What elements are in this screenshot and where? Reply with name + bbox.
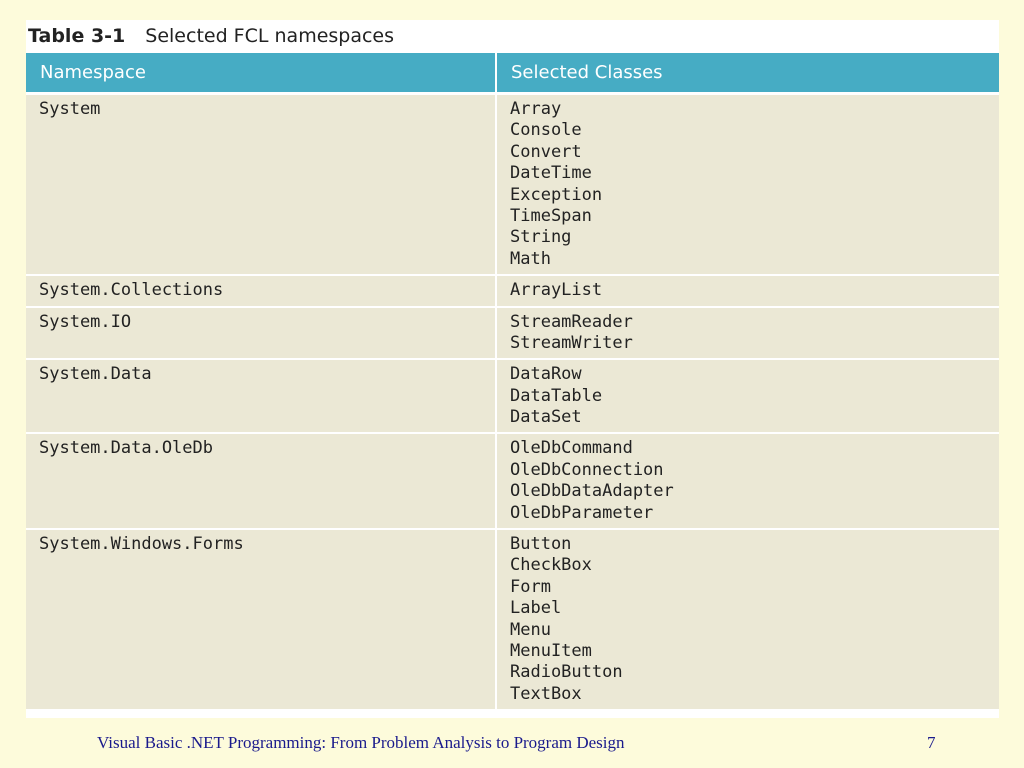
class-name: Exception (510, 184, 603, 205)
namespace-cell (26, 359, 496, 433)
class-name: TimeSpan (510, 205, 592, 226)
table-caption (26, 20, 999, 52)
namespace-name: System (39, 99, 101, 119)
header-namespace: Namespace (26, 53, 496, 94)
header-selected-classes: Selected Classes (496, 53, 999, 94)
namespace-name: System.Data (39, 364, 152, 385)
classes-cell (496, 529, 999, 709)
class-name: OleDbCommand (510, 438, 633, 459)
class-name: OleDbConnection (510, 459, 664, 480)
namespace-cell (26, 307, 496, 360)
table-caption-title: Selected FCL namespaces (145, 25, 395, 47)
class-list (510, 312, 999, 355)
table-row (26, 433, 999, 529)
class-name: MenuItem (510, 641, 592, 661)
table-row (26, 275, 999, 306)
class-name: Convert (510, 141, 582, 162)
class-name: TextBox (510, 683, 582, 704)
class-name: OleDbDataAdapter (510, 481, 674, 502)
page-number: 7 (927, 733, 936, 752)
table-image (26, 20, 999, 718)
table-body (26, 94, 999, 710)
class-list (510, 364, 999, 428)
table-row (26, 529, 999, 709)
namespace-name: System.Data.OleDb (39, 438, 213, 459)
class-name: DataSet (510, 407, 582, 428)
class-name: Console (510, 120, 582, 141)
class-list (510, 99, 999, 270)
class-name: Label (510, 598, 562, 619)
classes-cell (496, 94, 999, 276)
class-name: DataTable (510, 385, 603, 406)
class-name: DateTime (510, 163, 592, 184)
table-header-row (26, 53, 999, 94)
class-name: CheckBox (510, 555, 592, 576)
classes-cell (496, 359, 999, 433)
namespace-name: System.Windows.Forms (39, 534, 244, 555)
classes-cell (496, 433, 999, 529)
class-list (510, 534, 999, 705)
table-row (26, 307, 999, 360)
classes-cell (496, 307, 999, 360)
class-name: ArrayList (510, 280, 603, 301)
namespace-name: System.Collections (39, 280, 224, 301)
namespace-name: System.IO (39, 311, 132, 332)
class-name: RadioButton (510, 662, 623, 683)
table-row (26, 359, 999, 433)
class-name: String (510, 227, 572, 248)
namespace-cell (26, 529, 496, 709)
table-caption-number: Table 3-1 (28, 25, 126, 47)
class-name: Math (510, 248, 551, 269)
class-name: Button (510, 534, 572, 555)
classes-cell (496, 275, 999, 306)
class-name: OleDbParameter (510, 502, 654, 523)
class-name: Form (510, 576, 551, 597)
namespace-cell (26, 94, 496, 276)
fcl-namespaces-table (26, 53, 999, 709)
class-list (510, 280, 999, 301)
class-name: StreamReader (510, 311, 633, 332)
class-name: DataRow (510, 364, 582, 385)
class-name: Array (510, 99, 562, 119)
namespace-cell (26, 433, 496, 529)
class-name: StreamWriter (510, 332, 633, 353)
namespace-cell (26, 275, 496, 306)
class-list (510, 438, 999, 524)
slide-footer: Visual Basic .NET Programming: From Problem Analysis to Program Design (97, 733, 625, 752)
class-name: Menu (510, 619, 551, 640)
table-row (26, 94, 999, 276)
